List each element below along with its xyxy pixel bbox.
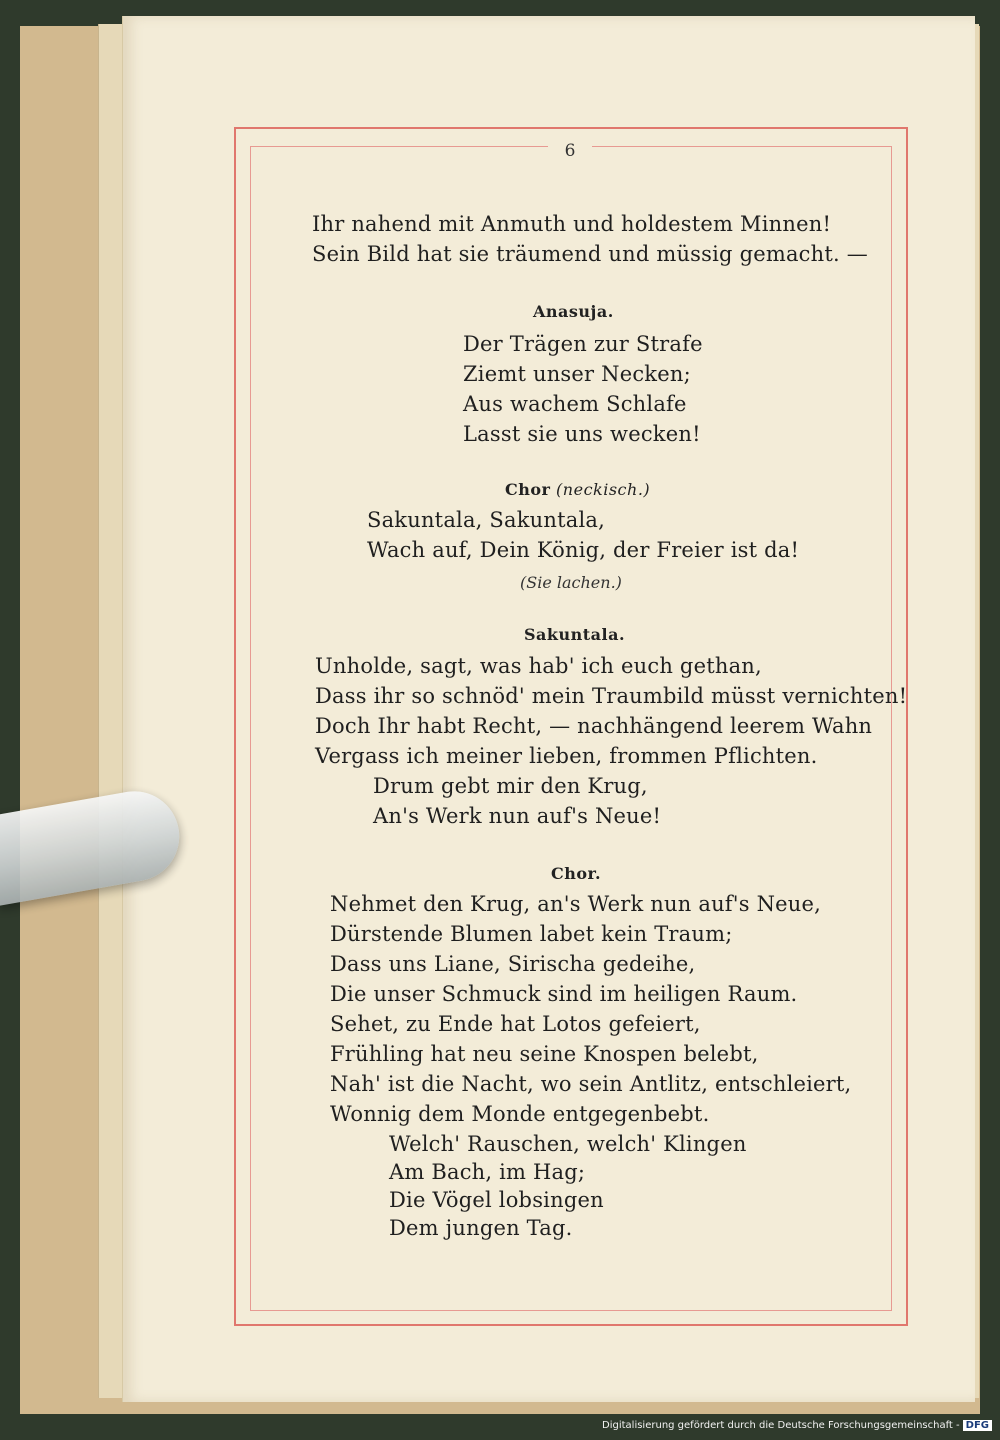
verse-line: Dürstende Blumen labet kein Traum;: [330, 922, 733, 946]
verse-line: Sakuntala, Sakuntala,: [367, 508, 605, 532]
dfg-logo: DFG: [963, 1420, 992, 1431]
verse-line: Dass uns Liane, Sirischa gedeihe,: [330, 952, 696, 976]
speaker-name: Chor.: [551, 864, 602, 883]
verse-line: Unholde, sagt, was hab' ich euch gethan,: [315, 654, 762, 678]
verse-line: Lasst sie uns wecken!: [463, 422, 701, 446]
verse-line: Der Trägen zur Strafe: [463, 332, 703, 356]
verse-line: Welch' Rauschen, welch' Klingen: [389, 1132, 747, 1156]
verse-line: Die unser Schmuck sind im heiligen Raum.: [330, 982, 798, 1006]
stage-direction: (Sie lachen.): [520, 573, 622, 592]
speaker-heading: [524, 625, 625, 644]
footer-credit: [602, 1420, 992, 1431]
verse-line: Sein Bild hat sie träumend und müssig gemacht. —: [312, 242, 868, 266]
speaker-name: Anasuja.: [533, 302, 614, 321]
verse-line: An's Werk nun auf's Neue!: [373, 804, 662, 828]
speaker-name: Chor: [505, 480, 551, 499]
verse-line: Am Bach, im Hag;: [389, 1160, 586, 1184]
speaker-note: (neckisch.): [550, 480, 651, 499]
verse-line: Doch Ihr habt Recht, — nachhängend leerem Wahn: [315, 714, 873, 738]
verse-line: Sehet, zu Ende hat Lotos gefeiert,: [330, 1012, 701, 1036]
verse-line: Nehmet den Krug, an's Werk nun auf's Neue,: [330, 892, 822, 916]
verse-line: Dem jungen Tag.: [389, 1216, 573, 1240]
verse-line: Ziemt unser Necken;: [463, 362, 691, 386]
verse-line: Dass ihr so schnöd' mein Traumbild müsst vernichten!: [315, 684, 908, 708]
verse-line: Frühling hat neu seine Knospen belebt,: [330, 1042, 759, 1066]
verse-line: Wach auf, Dein König, der Freier ist da!: [367, 538, 800, 562]
verse-line: Vergass ich meiner lieben, frommen Pflichten.: [315, 744, 818, 768]
speaker-heading: [505, 480, 650, 499]
speaker-name: Sakuntala.: [524, 625, 626, 644]
speaker-heading: [551, 864, 601, 883]
page-number: 6: [548, 141, 592, 161]
verse-line: Die Vögel lobsingen: [389, 1188, 604, 1212]
verse-line: Aus wachem Schlafe: [463, 392, 687, 416]
verse-line: Wonnig dem Monde entgegenbebt.: [330, 1102, 710, 1126]
footer-text: Digitalisierung gefördert durch die Deutsche Forschungsgemeinschaft -: [602, 1420, 960, 1431]
verse-line: Nah' ist die Nacht, wo sein Antlitz, entschleiert,: [330, 1072, 852, 1096]
verse-line: Ihr nahend mit Anmuth und holdestem Minnen!: [312, 212, 832, 236]
verse-line: Drum gebt mir den Krug,: [373, 774, 648, 798]
speaker-heading: [533, 302, 614, 321]
